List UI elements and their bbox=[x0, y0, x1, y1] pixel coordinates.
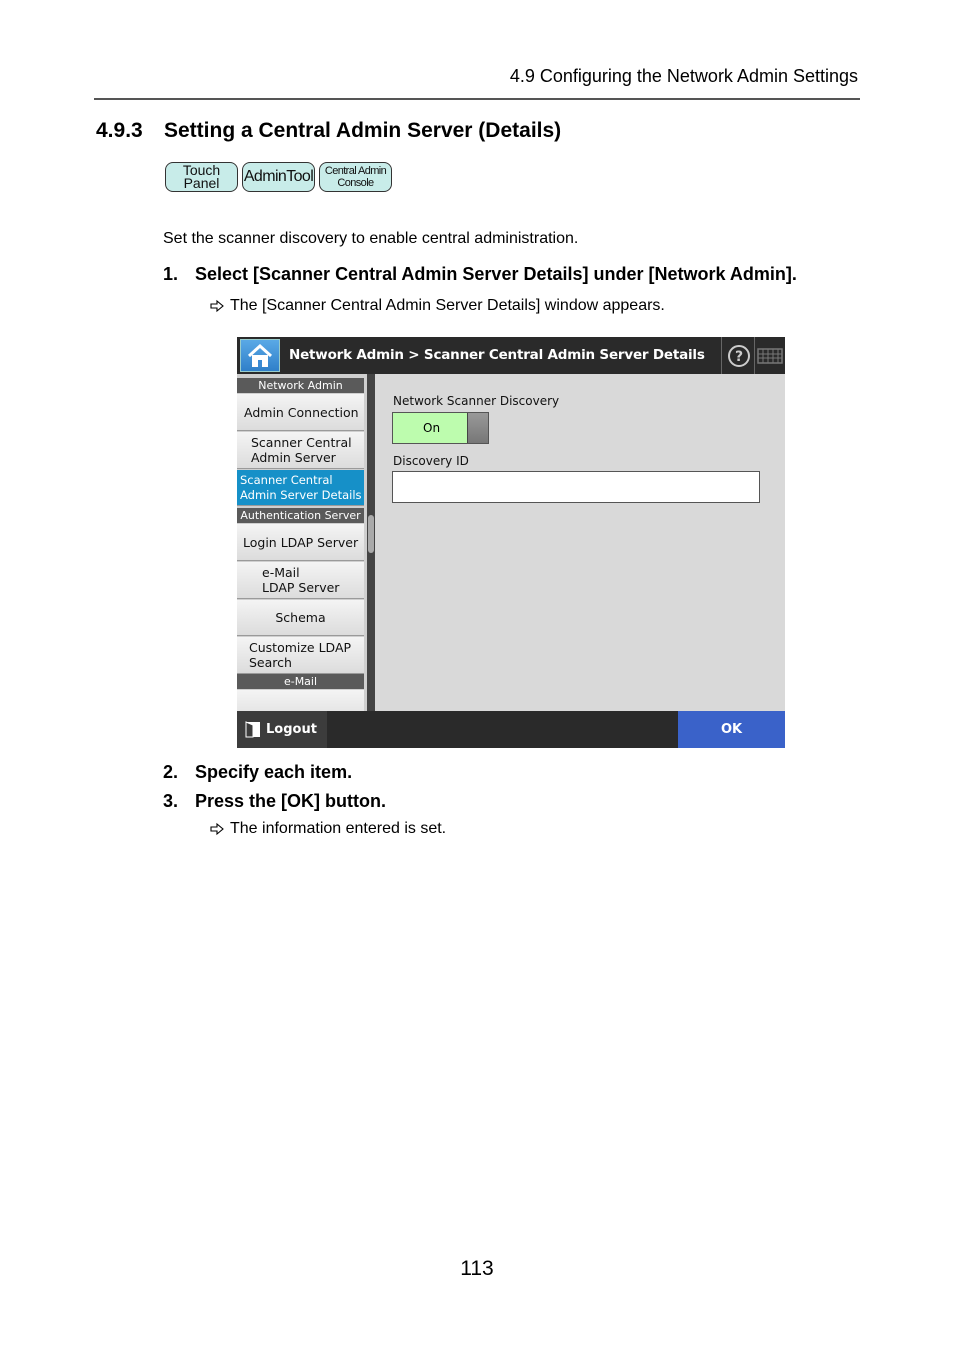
svg-text:?: ? bbox=[734, 349, 744, 365]
discovery-label: Network Scanner Discovery bbox=[393, 394, 560, 408]
discovery-id-input[interactable] bbox=[392, 471, 760, 503]
help-button[interactable] bbox=[723, 340, 753, 372]
ok-button[interactable]: OK bbox=[678, 711, 785, 748]
title-divider bbox=[721, 337, 722, 374]
operation-badges bbox=[165, 162, 392, 192]
home-button[interactable] bbox=[240, 339, 280, 372]
section-heading bbox=[96, 119, 561, 143]
step-1-result: The [Scanner Central Admin Server Details] window appears. bbox=[210, 297, 665, 315]
sidebar-item-schema[interactable]: Schema bbox=[237, 600, 364, 636]
discovery-toggle[interactable] bbox=[392, 412, 489, 444]
sidebar-item-admin-connection[interactable]: Admin Connection bbox=[237, 394, 364, 431]
header-rule bbox=[94, 98, 860, 100]
result-arrow-icon bbox=[210, 300, 224, 312]
step-3: 3. Press the [OK] button. bbox=[163, 791, 387, 811]
home-icon bbox=[241, 340, 279, 371]
footer-bar bbox=[237, 711, 785, 748]
logout-icon bbox=[245, 721, 261, 738]
help-icon bbox=[723, 340, 753, 372]
section-number: 4.9.3 bbox=[96, 119, 143, 142]
step-2: 2. Specify each item. bbox=[163, 762, 353, 782]
sidebar-section-authentication-server: Authentication Server bbox=[237, 508, 364, 523]
intro-text: Set the scanner discovery to enable central administration. bbox=[163, 230, 579, 247]
sidebar-section-email: e-Mail bbox=[237, 674, 364, 689]
page-number: 113 bbox=[460, 1257, 494, 1280]
sidebar-item-login-ldap-server[interactable]: Login LDAP Server bbox=[237, 524, 364, 561]
step-3-result: The information entered is set. bbox=[210, 820, 446, 838]
sidebar-item-email-ldap-server[interactable]: e-Mail LDAP Server bbox=[237, 562, 364, 599]
discovery-id-label: Discovery ID bbox=[393, 454, 469, 468]
sidebar-scroll-thumb[interactable] bbox=[368, 515, 374, 553]
step-1: 1. Select [Scanner Central Admin Server Details] under [Network Admin]. bbox=[163, 264, 797, 284]
discovery-toggle-value: On bbox=[423, 421, 441, 435]
result-arrow-icon bbox=[210, 823, 224, 835]
sidebar-item-scanner-central-admin-server-details[interactable]: Scanner Central Admin Server Details bbox=[237, 470, 364, 506]
toggle-knob bbox=[467, 413, 488, 443]
keyboard-icon bbox=[755, 340, 785, 372]
sidebar-item-customize-ldap-search[interactable]: Customize LDAP Search bbox=[237, 637, 364, 674]
sidebar-section-network-admin: Network Admin bbox=[237, 378, 364, 393]
title-bar bbox=[237, 337, 785, 374]
touch-panel-badge: Touch Panel bbox=[165, 162, 238, 192]
running-header: 4.9 Configuring the Network Admin Settings bbox=[509, 66, 858, 86]
sidebar bbox=[237, 374, 367, 711]
screen-screenshot bbox=[237, 337, 785, 748]
keyboard-button[interactable] bbox=[755, 340, 785, 372]
screen-title: Network Admin > Scanner Central Admin Server Details bbox=[289, 347, 705, 363]
section-title: Setting a Central Admin Server (Details) bbox=[164, 119, 562, 142]
admin-tool-badge: AdminTool bbox=[242, 162, 315, 192]
central-admin-console-badge: Central Admin Console bbox=[319, 162, 392, 192]
logout-button[interactable]: Logout bbox=[237, 711, 327, 748]
sidebar-item-scanner-central-admin-server[interactable]: Scanner Central Admin Server bbox=[237, 432, 364, 469]
